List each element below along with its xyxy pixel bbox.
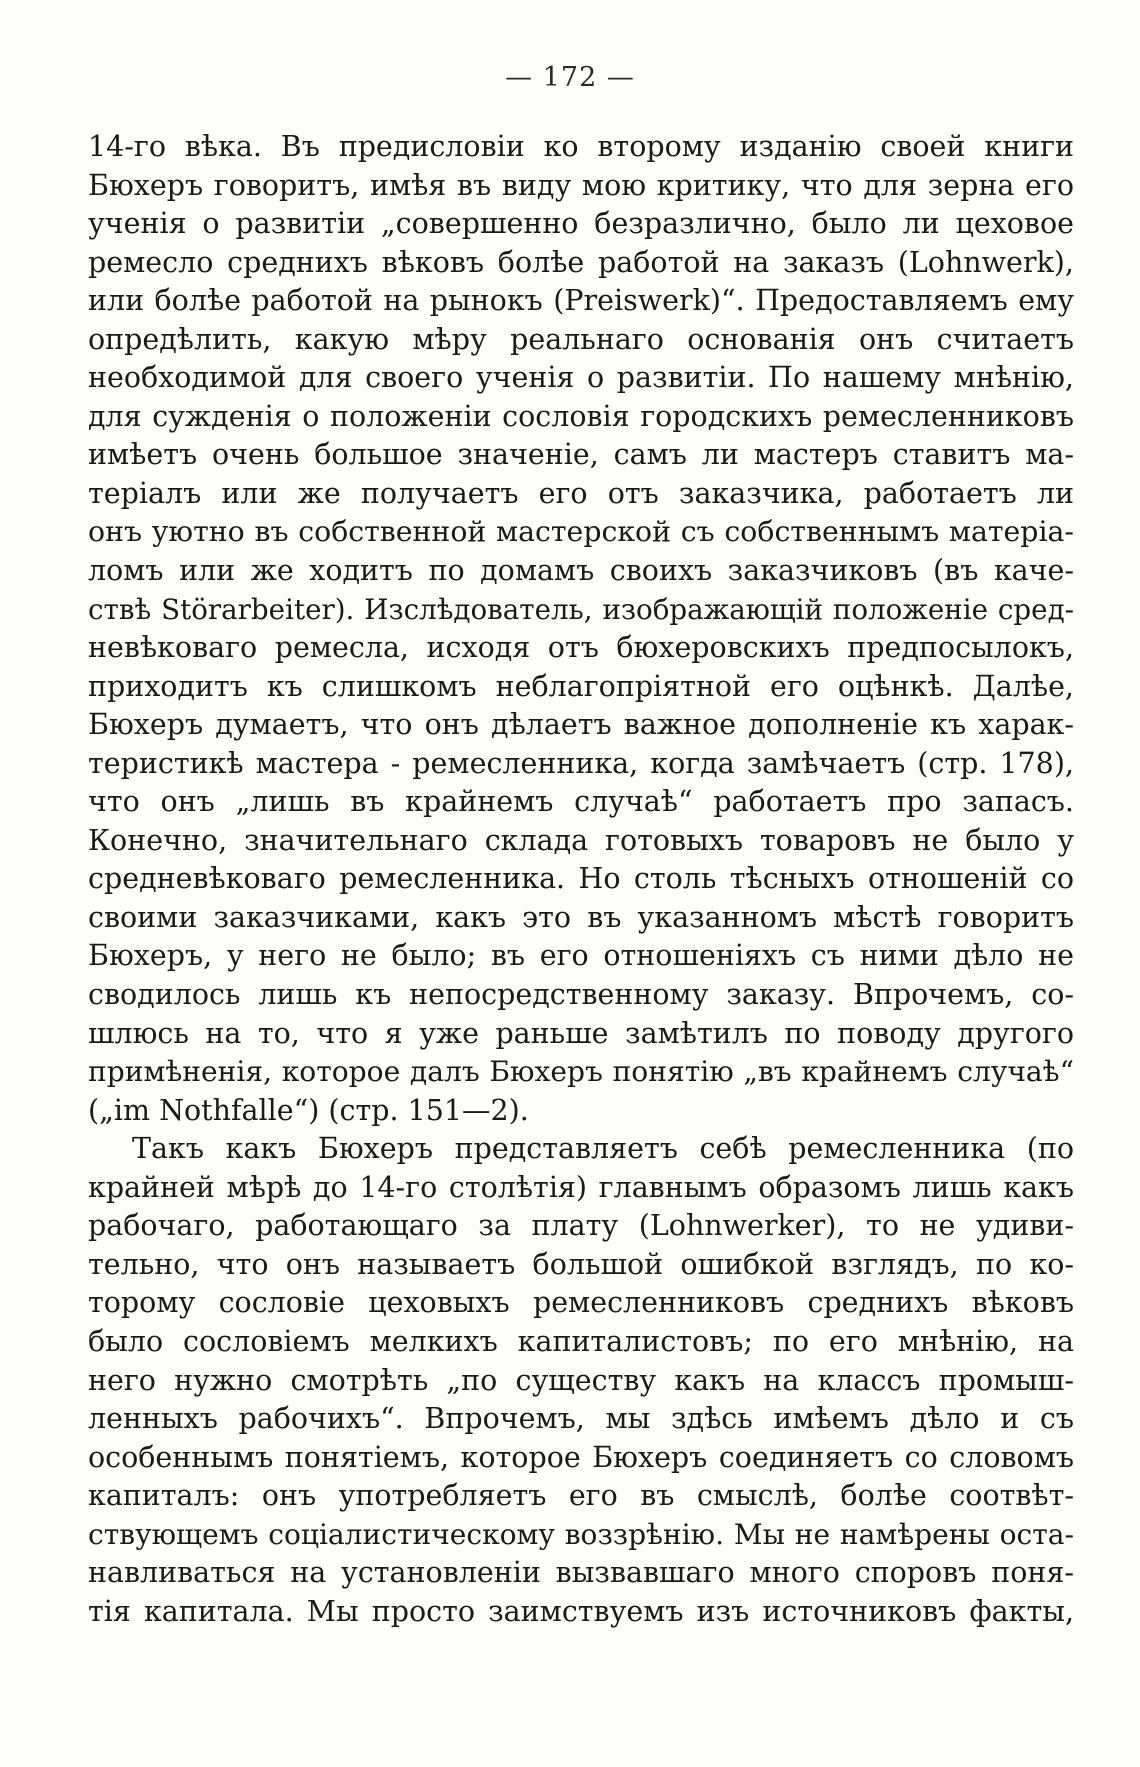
- text-line: приходитъ къ слишкомъ неблагопріятной его оцѣнкѣ. Далѣе,: [88, 669, 1074, 703]
- text-line: теріалъ или же получаетъ его отъ заказчика, работаетъ ли: [88, 476, 1074, 510]
- text-line: тія капитала. Мы просто заимствуемъ изъ источниковъ факты,: [88, 1594, 1074, 1628]
- text-line: навливаться на установленіи вызвавшаго много споровъ поня-: [88, 1556, 1074, 1590]
- paragraph-start-line: Такъ какъ Бюхеръ представляетъ себѣ ремесленника (по: [132, 1132, 1074, 1166]
- text-line: своими заказчиками, какъ это въ указанномъ мѣстѣ говоритъ: [88, 900, 1074, 934]
- text-line: крайней мѣрѣ до 14-го столѣтія) главнымъ образомъ лишь какъ: [88, 1170, 1074, 1204]
- text-line: опредѣлить, какую мѣру реальнаго основанія онъ считаетъ: [88, 322, 1074, 356]
- text-line: Конечно, значительнаго склада готовыхъ товаровъ не было у: [88, 823, 1074, 857]
- text-line: Бюхеръ, у него не было; въ его отношеніяхъ съ ними дѣло не: [88, 939, 1074, 973]
- text-line: или болѣе работой на рынокъ (Preiswerk)“. Предоставляемъ ему: [88, 284, 1074, 318]
- text-line: ремесло среднихъ вѣковъ болѣе работой на заказъ (Lohnwerk),: [88, 245, 1074, 279]
- text-line: средневѣковаго ремесленника. Но столь тѣсныхъ отношеній со: [88, 862, 1074, 896]
- text-line: ствѣ Störarbeiter). Изслѣдователь, изображающій положеніе сред-: [88, 592, 1074, 626]
- text-line: для сужденія о положеніи сословія городскихъ ремесленниковъ: [88, 399, 1074, 433]
- text-line: 14-го вѣка. Въ предисловіи ко второму изданію своей книги: [88, 130, 1074, 163]
- text-line: ствующемъ соціалистическому воззрѣнію. Мы не намѣрены оста-: [88, 1517, 1074, 1551]
- text-line: капиталъ: онъ употребляетъ его въ смыслѣ, болѣе соотвѣт-: [88, 1479, 1074, 1513]
- text-line: него нужно смотрѣть „по существу какъ на классъ промыш-: [88, 1363, 1074, 1397]
- paragraph-end-line: („im Nothfalle“) (стр. 151—2).: [88, 1093, 529, 1127]
- text-line: торому сословіе цеховыхъ ремесленниковъ среднихъ вѣковъ: [88, 1286, 1074, 1320]
- text-line: сводилось лишь къ непосредственному заказу. Впрочемъ, со-: [88, 978, 1074, 1012]
- text-line: ленныхъ рабочихъ“. Впрочемъ, мы здѣсь имѣемъ дѣло и съ: [88, 1402, 1074, 1436]
- text-line: тельно, что онъ называетъ большой ошибкой взглядъ, по ко-: [88, 1247, 1074, 1281]
- text-line: онъ уютно въ собственной мастерской съ собственнымъ матеріа-: [88, 515, 1074, 549]
- text-line: ученія о развитіи „совершенно безразлично, было ли цеховое: [88, 207, 1074, 241]
- text-line: Бюхеръ говоритъ, имѣя въ виду мою критику, что для зерна его: [88, 168, 1074, 202]
- text-line: шлюсь на то, что я уже раньше замѣтилъ по поводу другого: [88, 1016, 1074, 1050]
- text-line: теристикѣ мастера - ремесленника, когда замѣчаетъ (стр. 178),: [88, 746, 1074, 780]
- text-line: что онъ „лишь въ крайнемъ случаѣ“ работаетъ про запасъ.: [88, 785, 1074, 819]
- text-line: рабочаго, работающаго за плату (Lohnwerker), то не удиви-: [88, 1209, 1074, 1243]
- text-line: Бюхеръ думаетъ, что онъ дѣлаетъ важное дополненіе къ харак-: [88, 708, 1074, 742]
- text-line: невѣковаго ремесла, исходя отъ бюхеровскихъ предпосылокъ,: [88, 631, 1074, 665]
- body-text: [88, 128, 1074, 1631]
- text-line: примѣненія, которое далъ Бюхеръ понятію „въ крайнемъ случаѣ“: [88, 1055, 1074, 1089]
- text-line: ломъ или же ходитъ по домамъ своихъ заказчиковъ (въ каче-: [88, 554, 1074, 588]
- text-line: имѣетъ очень большое значеніе, самъ ли мастеръ ставитъ ма-: [88, 438, 1074, 472]
- text-line: особеннымъ понятіемъ, которое Бюхеръ соединяетъ со словомъ: [88, 1440, 1074, 1474]
- page-number: — 172 —: [505, 62, 635, 93]
- text-line: было сословіемъ мелкихъ капиталистовъ; по его мнѣнію, на: [88, 1324, 1074, 1358]
- text-line: необходимой для своего ученія о развитіи. По нашему мнѣнію,: [88, 361, 1074, 395]
